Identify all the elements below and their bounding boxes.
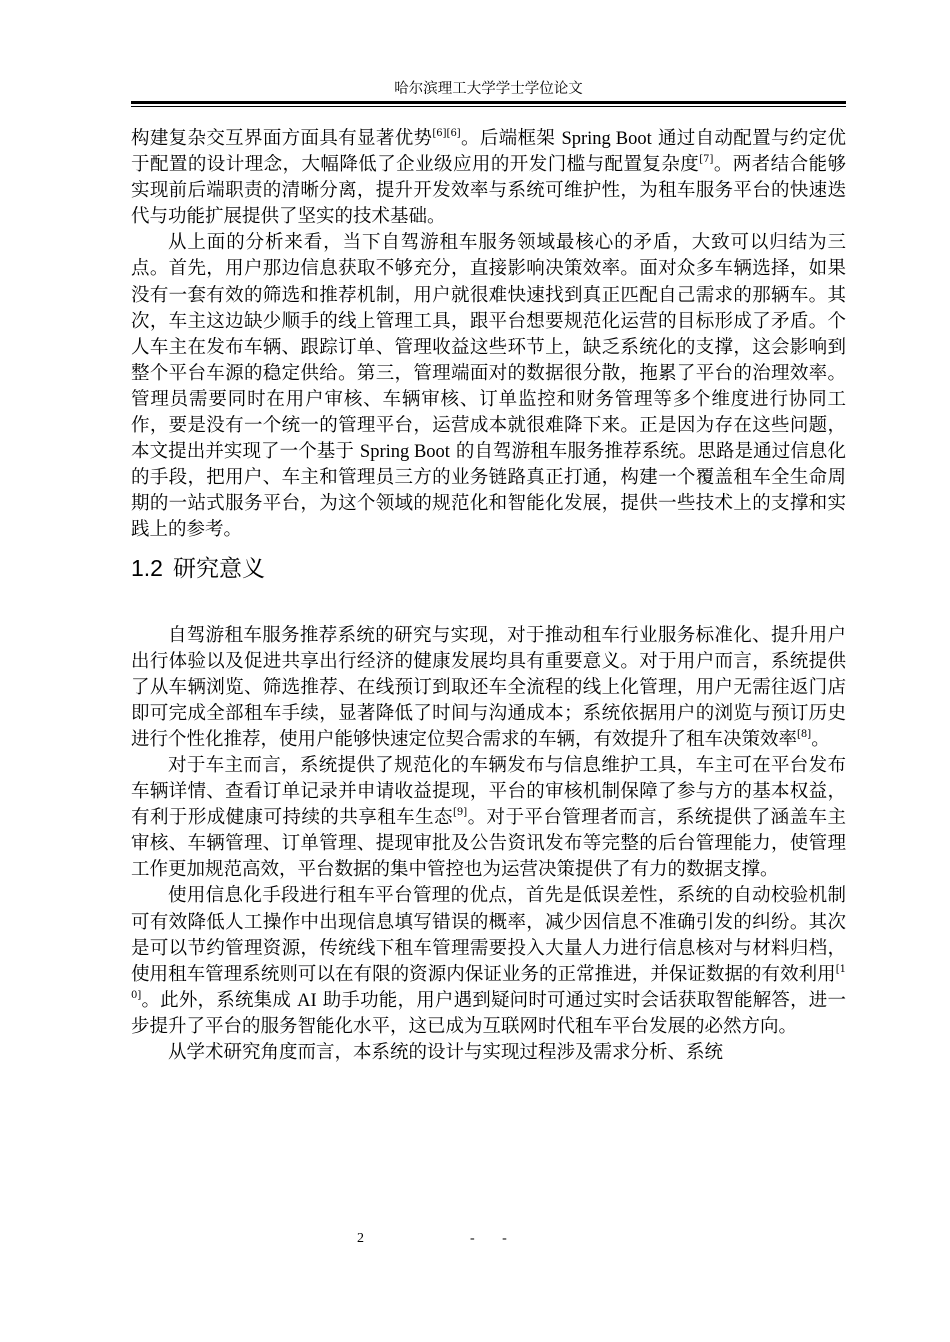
page-dashes: - -: [470, 1231, 519, 1246]
tech-term: AI: [297, 990, 317, 1011]
running-header: 哈尔滨理工大学学士学位论文: [394, 81, 583, 97]
paragraph-3: [131, 623, 846, 753]
tech-term: Spring Boot: [561, 129, 652, 149]
text-run: 使用信息化手段进行租车平台管理的优点，首先是低误差性，系统的自动校验机制可有效降低人工操作中出现信息填写错误的概率，减少因信息不准确引发的纠纷。其次是可以节约管理资源，传统线下租车管理需要投入大量人力进行信息核对与材料归档，使用租车管理系统则可以在有限的资源内保证业务的正常推进，并保证数据的有效利用: [131, 885, 846, 985]
citation: [6][6]: [432, 128, 461, 139]
paragraph-6: [131, 1040, 846, 1066]
text-run: 对于车主而言，系统提供了规范化的车辆发布与信息维护工具，车主可在平台发布车辆详情、查看订单记录并申请收益提现，平台的审核机制保障了参与方的基本权益，有利于形成健康可持续的共享租车生态: [131, 754, 846, 829]
text-run: 。: [811, 728, 830, 750]
page-number: 2: [357, 1231, 364, 1246]
page-body: [131, 126, 846, 1066]
text-run: 。此外，系统集成: [141, 989, 298, 1011]
citation: [10]: [131, 963, 846, 1001]
text-run: 通过自动配置与约定优于配置的设计理念，大幅降低了企业级应用的开发门槛与配置复杂度: [131, 128, 846, 176]
paragraph-2: [131, 230, 846, 543]
paragraph-1: [131, 126, 846, 230]
paragraph-4: [131, 753, 846, 883]
text-run: 。后端框架: [460, 128, 562, 149]
text-run: 从学术研究角度而言，本系统的设计与实现过程涉及需求分析、系统: [168, 1042, 724, 1063]
header-rule-thick: [131, 101, 846, 104]
tech-term: Spring Boot: [359, 442, 450, 463]
text-run: 。对于平台管理者而言，系统提供了涵盖车主审核、车辆管理、订单管理、提现审批及公告资讯发布等完整的后台管理能力，使管理工作更加规范高效，平台数据的集中管控也为运营决策提供了有力的数据支撑。: [131, 807, 846, 881]
text-run: 自驾游租车服务推荐系统的研究与实现，对于推动租车行业服务标准化、提升用户出行体验以及促进共享出行经济的健康发展均具有重要意义。对于用户而言，系统提供了从车辆浏览、筛选推荐、在线预订到取还车全流程的线上化管理，用户无需往返门店即可完成全部租车手续，显著降低了时间与沟通成本；系统依据用户的浏览与预订历史进行个性化推荐，使用户能够快速定位契合需求的车辆，有效提升了租车决策效率: [131, 624, 846, 750]
text-run: 。两者结合能够实现前后端职责的清晰分离，提升开发效率与系统可维护性，为租车服务平台的快速迭代与功能扩展提供了坚实的技术基础。: [131, 154, 846, 228]
section-title: 研究意义: [172, 555, 265, 582]
section-number: 1.2: [131, 554, 163, 581]
text-run: 的自驾游租车服务推荐系统。思路是通过信息化的手段，把用户、车主和管理员三方的业务链路真正打通，构建一个覆盖租车全生命周期的一站式服务平台，为这个领域的规范化和智能化发展，提供一些技术上的支撑和实践上的参考。: [131, 441, 846, 541]
citation: [7]: [699, 154, 714, 166]
citation: [9]: [453, 807, 468, 819]
citation: [8]: [797, 728, 812, 740]
text-run: 助手功能，用户遇到疑问时可通过实时会话获取智能解答，进一步提升了平台的服务智能化水平，这已成为互联网时代租车平台发展的必然方向。: [131, 989, 846, 1037]
header-rule-thin: [131, 106, 846, 107]
paragraph-5: [131, 883, 846, 1040]
text-run: 从上面的分析来看，当下自驾游租车服务领域最核心的矛盾，大致可以归结为三点。首先，用户那边信息获取不够充分，直接影响决策效率。面对众多车辆选择，如果没有一套有效的筛选和推荐机制，用户就很难快速找到真正匹配自己需求的那辆车。其次，车主这边缺少顺手的线上管理工具，跟平台想要规范化运营的目标形成了矛盾。个人车主在发布车辆、跟踪订单、管理收益这些环节上，缺乏系统化的支撑，这会影响到整个平台车源的稳定供给。第三，管理端面对的数据很分散，拖累了平台的治理效率。管理员需要同时在用户审核、车辆审核、订单监控和财务管理等多个维度进行协同工作，要是没有一个统一的管理平台，运营成本就很难降下来。正是因为存在这些问题，本文提出并实现了一个基于: [131, 232, 846, 463]
text-run: 构建复杂交互界面方面具有显著优势: [131, 128, 433, 149]
section-heading: [131, 553, 846, 584]
